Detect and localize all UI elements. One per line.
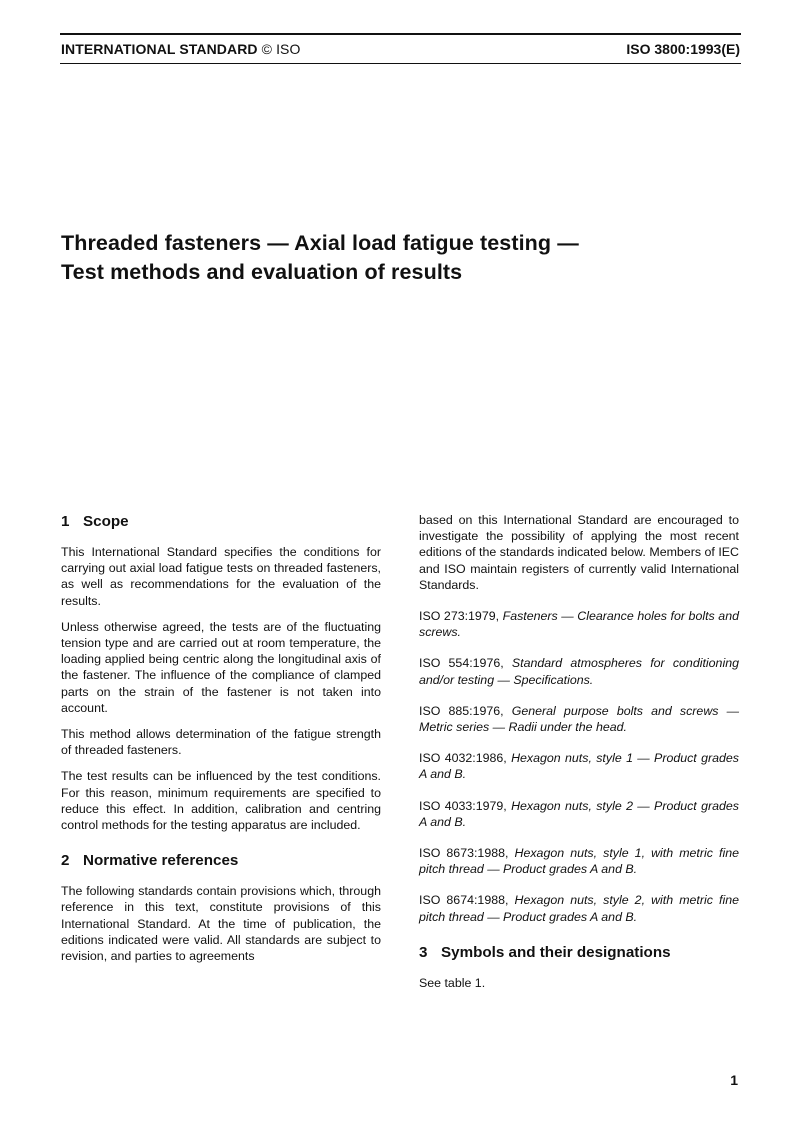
header-document-number: ISO 3800:1993(E) bbox=[626, 41, 740, 57]
section-3-title: Symbols and their designations bbox=[441, 943, 671, 961]
section-3-number: 3 bbox=[419, 943, 428, 961]
header-standard-label bbox=[61, 41, 300, 57]
reference-item bbox=[419, 892, 739, 924]
header-bottom-rule bbox=[60, 63, 741, 64]
header-top-rule bbox=[60, 33, 741, 35]
section-2-title: Normative references bbox=[83, 852, 239, 870]
scope-paragraph: The test results can be influenced by the test conditions. For this reason, minimum requirements are specified to reduce this effect. In addition, calibration and centring control methods for the testing apparatus are included. bbox=[61, 769, 381, 833]
section-3-heading bbox=[419, 943, 739, 963]
document-title-line-1: Threaded fasteners — Axial load fatigue testing — bbox=[61, 231, 579, 255]
reference-code: ISO 8674:1988, bbox=[419, 893, 509, 908]
scope-paragraph: This method allows determination of the fatigue strength of threaded fasteners. bbox=[61, 727, 381, 758]
header-iso: ISO bbox=[276, 41, 301, 57]
reference-code: ISO 273:1979, bbox=[419, 609, 500, 624]
normative-continuation-paragraph: based on this International Standard are encouraged to investigate the possibility of applying the most recent editions of the standards indicated below. Members of IEC and ISO maintain registers of currently valid International Standards. bbox=[419, 513, 739, 592]
reference-title: General purpose bolts and screws — Metric series — Radii under the head. bbox=[419, 703, 739, 735]
section-1-heading bbox=[61, 512, 381, 532]
section-2-heading bbox=[61, 851, 381, 871]
normative-intro-paragraph: The following standards contain provisions which, through reference in this text, constitute provisions of this International Standard. At the time of publication, the editions indicated were valid. All standards are subject to revision, and parties to agreements bbox=[61, 884, 381, 964]
page-number: 1 bbox=[730, 1072, 738, 1088]
reference-item bbox=[419, 798, 739, 830]
reference-title: Hexagon nuts, style 2 — Product grades A and B. bbox=[419, 798, 739, 829]
scope-paragraph: This International Standard specifies the conditions for carrying out axial load fatigue tests on threaded fasteners, as well as recommendations for the evaluation of the results. bbox=[61, 545, 381, 608]
reference-title: Hexagon nuts, style 1 — Product grades A and B. bbox=[419, 751, 739, 782]
reference-item bbox=[419, 655, 739, 687]
section-1-number: 1 bbox=[61, 513, 70, 530]
reference-code: ISO 4033:1979, bbox=[419, 798, 507, 813]
reference-title: Hexagon nuts, style 2, with metric fine pitch thread — Product grades A and B. bbox=[419, 893, 739, 924]
reference-title: Hexagon nuts, style 1, with metric fine pitch thread — Product grades A and B. bbox=[419, 846, 739, 877]
reference-item bbox=[419, 845, 739, 877]
reference-title: Fasteners — Clearance holes for bolts and screws. bbox=[419, 609, 739, 640]
header-standard-type: INTERNATIONAL STANDARD bbox=[61, 41, 258, 57]
reference-code: ISO 8673:1988, bbox=[419, 846, 509, 861]
reference-code: ISO 885:1976, bbox=[419, 703, 504, 718]
right-column bbox=[419, 512, 739, 1001]
reference-title: Standard atmospheres for conditioning and/or testing — Specifications. bbox=[419, 656, 739, 687]
symbols-paragraph: See table 1. bbox=[419, 975, 486, 990]
reference-code: ISO 554:1976, bbox=[419, 656, 504, 671]
reference-item bbox=[419, 608, 739, 640]
reference-item bbox=[419, 703, 739, 735]
scope-paragraph: Unless otherwise agreed, the tests are of the fluctuating tension type and are carried out at room temperature, the loading applied being centric along the longitudinal axis of the fastener. The influence of the compliance of clamped parts on the strain of the fastener is not taken into account. bbox=[61, 619, 381, 715]
left-column bbox=[61, 512, 381, 974]
document-title bbox=[61, 229, 741, 287]
reference-item bbox=[419, 750, 739, 782]
copyright-symbol: © bbox=[261, 41, 273, 57]
section-2-number: 2 bbox=[61, 852, 70, 870]
reference-code: ISO 4032:1986, bbox=[419, 751, 507, 766]
document-title-line-2: Test methods and evaluation of results bbox=[61, 260, 463, 284]
section-1-title: Scope bbox=[83, 513, 129, 530]
